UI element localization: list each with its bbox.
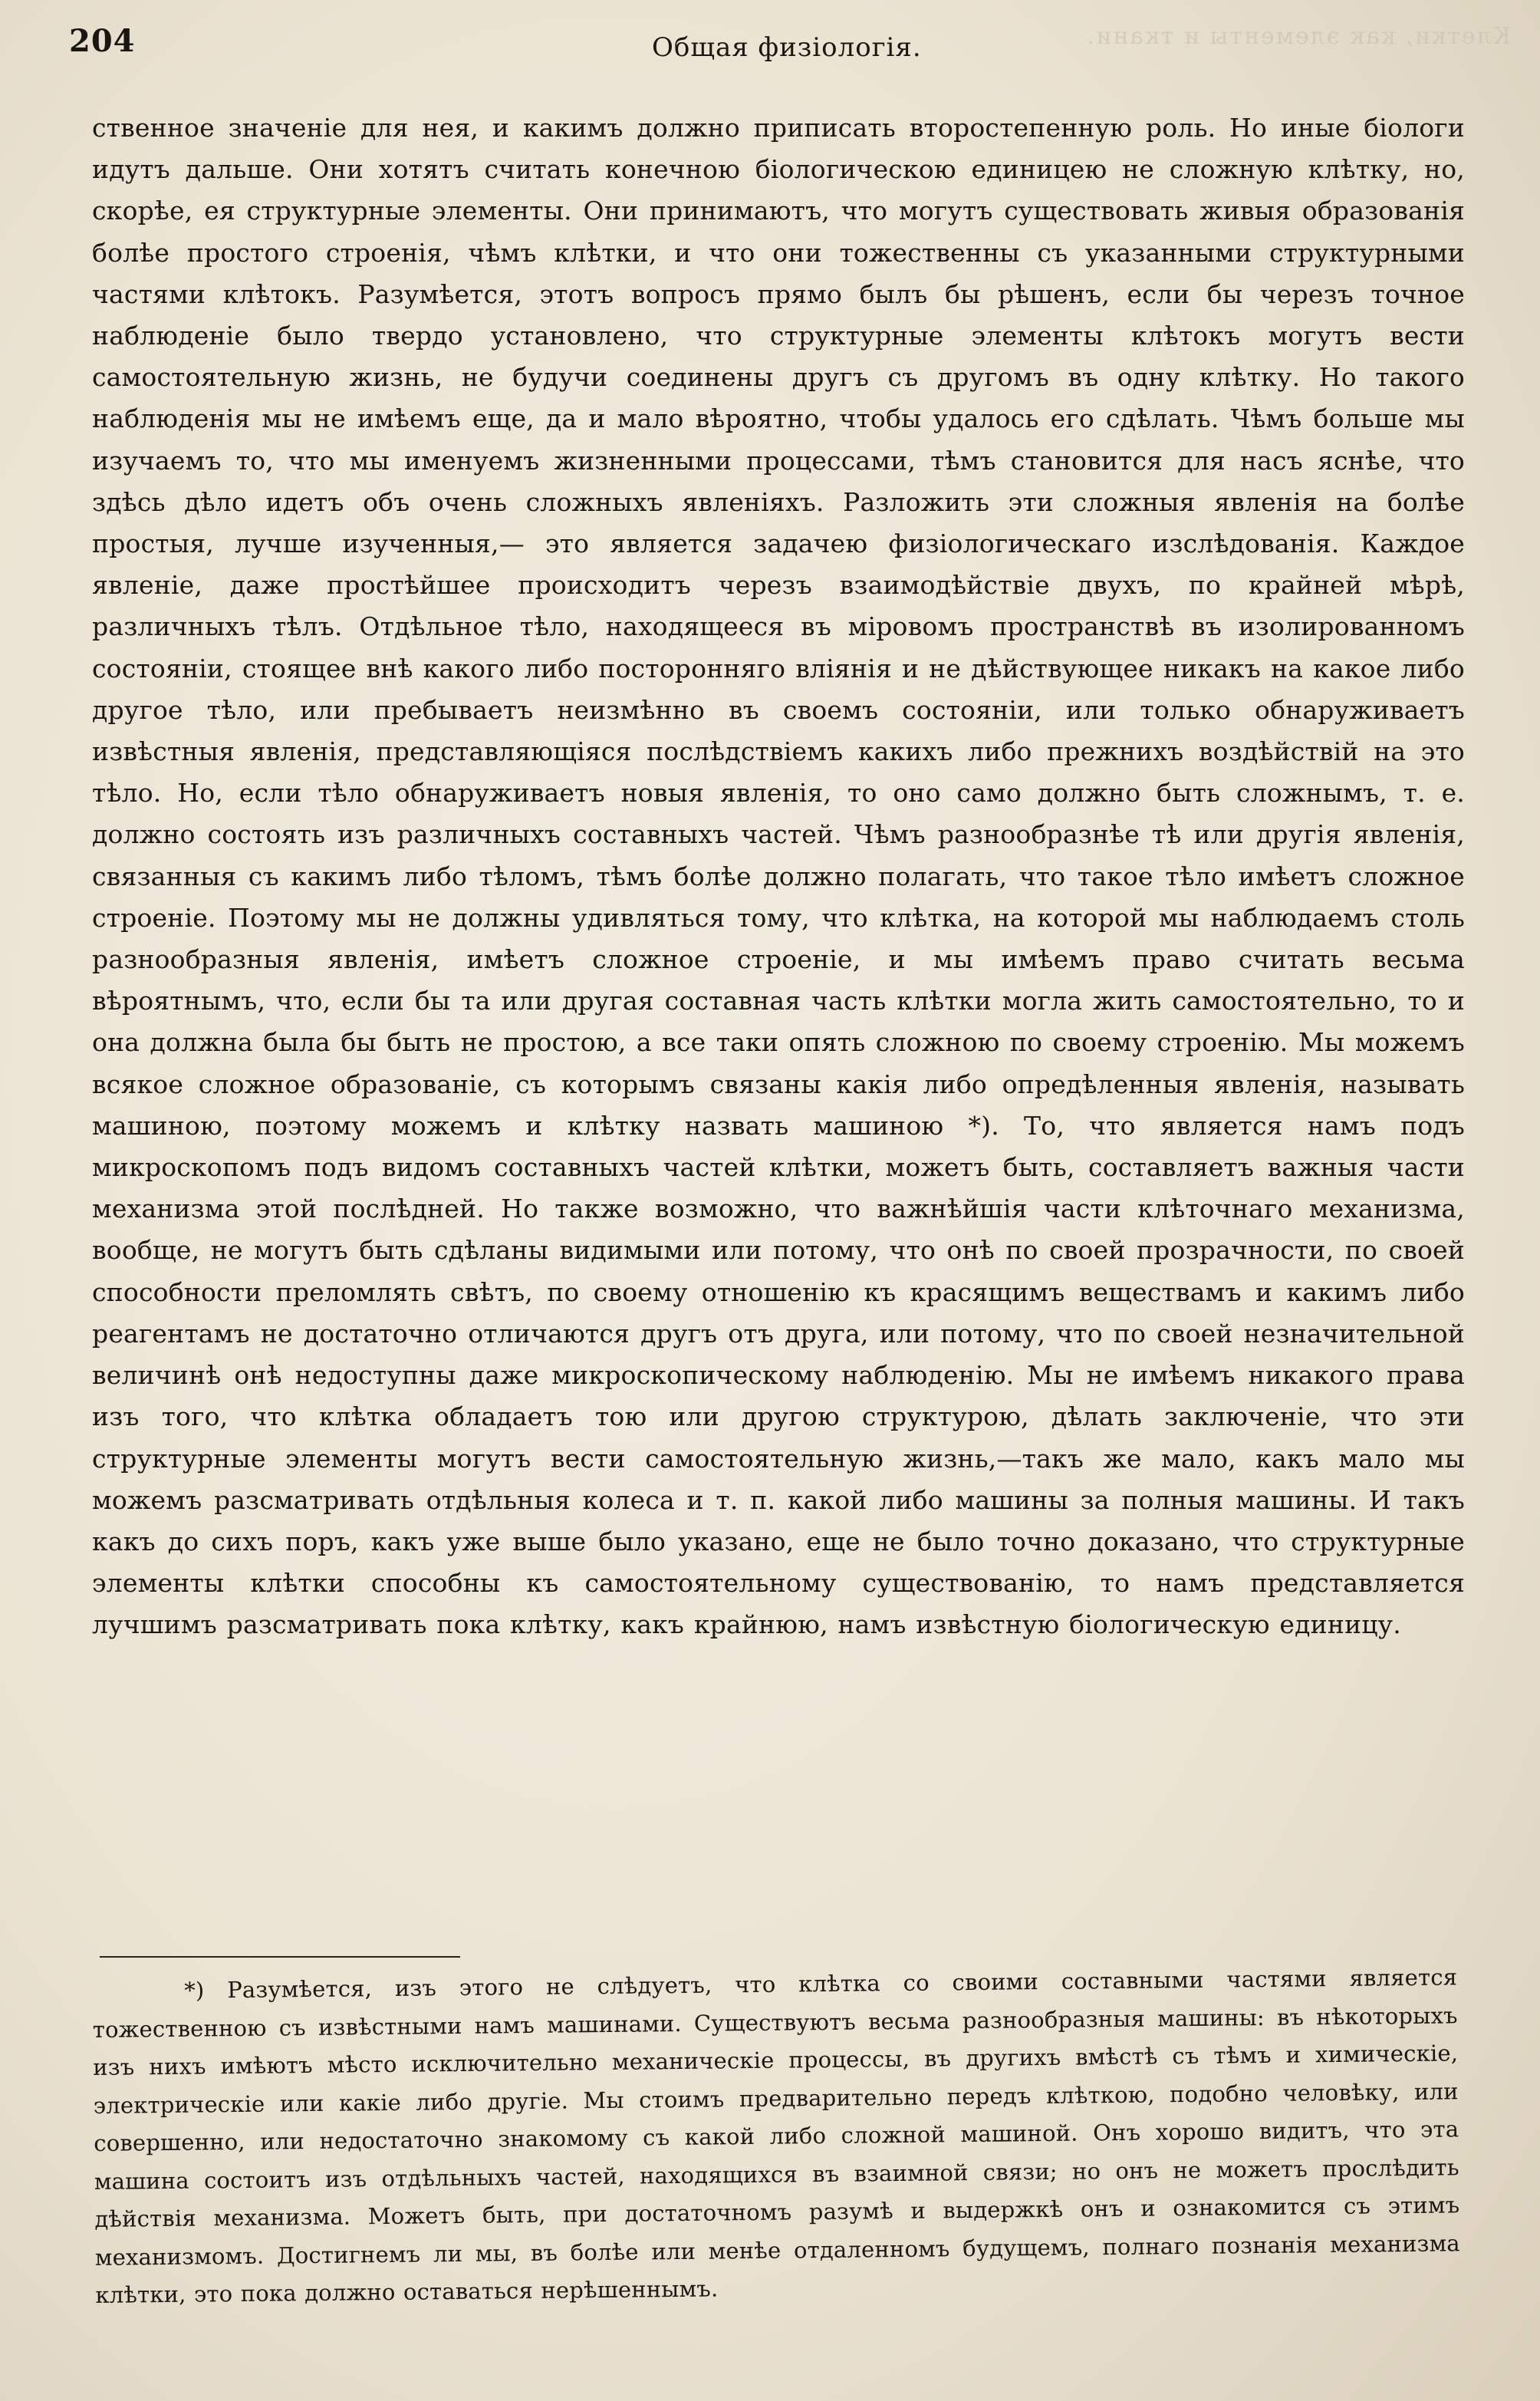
page-number: 204 <box>69 23 136 59</box>
footnote-divider <box>100 1956 460 1958</box>
running-head <box>69 23 1465 69</box>
bleed-through-text: Клетки, как элементы и ткани. <box>1085 23 1511 50</box>
page-header: Общая физіологія. <box>652 32 922 63</box>
body-paragraph: ственное значеніе для нея, и какимъ должно приписать второстепенную роль. Но иные біологи идутъ дальше. Они хотятъ считать конечною біологическою единицею не сложную клѣтку, но, скорѣе, ея структурные элементы. Они принимаютъ, что могутъ существовать живыя образованія болѣе простого строенія, чѣмъ клѣтки, и что они тожественны съ указанными структурными частями клѣтокъ. Разумѣется, этотъ вопросъ прямо былъ бы рѣшенъ, если бы черезъ точное наблюденіе было твердо установлено, что структурные элементы клѣтокъ могутъ вести самостоятельную жизнь, не будучи соединены другъ съ другомъ въ одну клѣтку. Но такого наблюденія мы не имѣемъ еще, да и мало вѣроятно, чтобы удалось его сдѣлать. Чѣмъ больше мы изучаемъ то, что мы именуемъ жизненными процессами, тѣмъ становится для насъ яснѣе, что здѣсь дѣло идетъ объ очень сложныхъ явленіяхъ. Разложить эти сложныя явленія на болѣе простыя, лучше изученныя,— это является задачею физіологическаго изслѣдованія. Каждое явленіе, даже простѣйшее происходитъ черезъ взаимодѣйствіе двухъ, по крайней мѣрѣ, различныхъ тѣлъ. Отдѣльное тѣло, находящееся въ міровомъ пространствѣ въ изолированномъ состояніи, стоящее внѣ какого либо посторонняго вліянія и не дѣйствующее никакъ на какое либо другое тѣло, или пребываетъ неизмѣнно въ своемъ состояніи, или только обнаруживаетъ извѣстныя явленія, представляющіяся послѣдствіемъ какихъ либо прежнихъ воздѣйствій на это тѣло. Но, если тѣло обнаруживаетъ новыя явленія, то оно само должно быть сложнымъ, т. е. должно состоять изъ различныхъ составныхъ частей. Чѣмъ разнообразнѣе тѣ или другія явленія, связанныя съ какимъ либо тѣломъ, тѣмъ болѣе должно полагать, что такое тѣло имѣетъ сложное строеніе. Поэтому мы не должны удивляться тому, что клѣтка, на которой мы наблюдаемъ столь разнообразныя явленія, имѣетъ сложное строеніе, и мы имѣемъ право считать весьма вѣроятнымъ, что, если бы та или другая составная часть клѣтки могла жить самостоятельно, то и она должна была бы быть не простою, а все таки опять сложною по своему строенію. Мы можемъ всякое сложное образованіе, съ которымъ связаны какія либо опредѣленныя явленія, называть машиною, поэтому можемъ и клѣтку назвать машиною *). То, что является намъ подъ микроскопомъ подъ видомъ составныхъ частей клѣтки, можетъ быть, составляетъ важныя части механизма этой послѣдней. Но также возможно, что важнѣйшія части клѣточнаго механизма, вообще, не могутъ быть сдѣланы видимыми или потому, что онѣ по своей прозрачности, по своей способности преломлять свѣтъ, по своему отношенію къ красящимъ веществамъ и какимъ либо реагентамъ не достаточно отличаются другъ отъ друга, или потому, что по своей незначительной величинѣ онѣ недоступны даже микроскопическому наблюденію. Мы не имѣемъ никакого права изъ того, что клѣтка обладаетъ тою или другою структурою, дѣлать заключеніе, что эти структурные элементы могутъ вести самостоятельную жизнь,—такъ же мало, какъ мало мы можемъ разсматривать отдѣльныя колеса и т. п. какой либо машины за полныя машины. И такъ какъ до сихъ поръ, какъ уже выше было указано, еще не было точно доказано, что структурные элементы клѣтки способны къ самостоятельному существованію, то намъ представляется лучшимъ разсматривать пока клѣтку, какъ крайнюю, намъ извѣстную біологическую единицу. <box>92 113 1465 1640</box>
footnote: *) Разумѣется, изъ этого не слѣдуетъ, что клѣтка со своими составными частями является тожественною съ извѣстными намъ машинами. Существуютъ весьма разнообразныя машины: въ нѣкоторыхъ изъ нихъ имѣютъ мѣсто исключительно механическіе процессы, въ другихъ вмѣстѣ съ тѣмъ и химическіе, электрическіе или какіе либо другіе. Мы стоимъ предварительно передъ клѣткою, подобно человѣку, или совершенно, или недостаточно знакомому съ какой либо сложной машиной. Онъ хорошо видитъ, что эта машина состоитъ изъ отдѣльныхъ частей, находящихся въ взаимной связи; но онъ не можетъ прослѣдить дѣйствія механизма. Можетъ быть, при достаточномъ разумѣ и выдержкѣ онъ и ознакомится съ этимъ механизмомъ. Достигнемъ ли мы, въ болѣе или менѣе отдаленномъ будущемъ, полнаго познанія механизма клѣтки, это пока должно оставаться нерѣшеннымъ. <box>92 1964 1460 2308</box>
